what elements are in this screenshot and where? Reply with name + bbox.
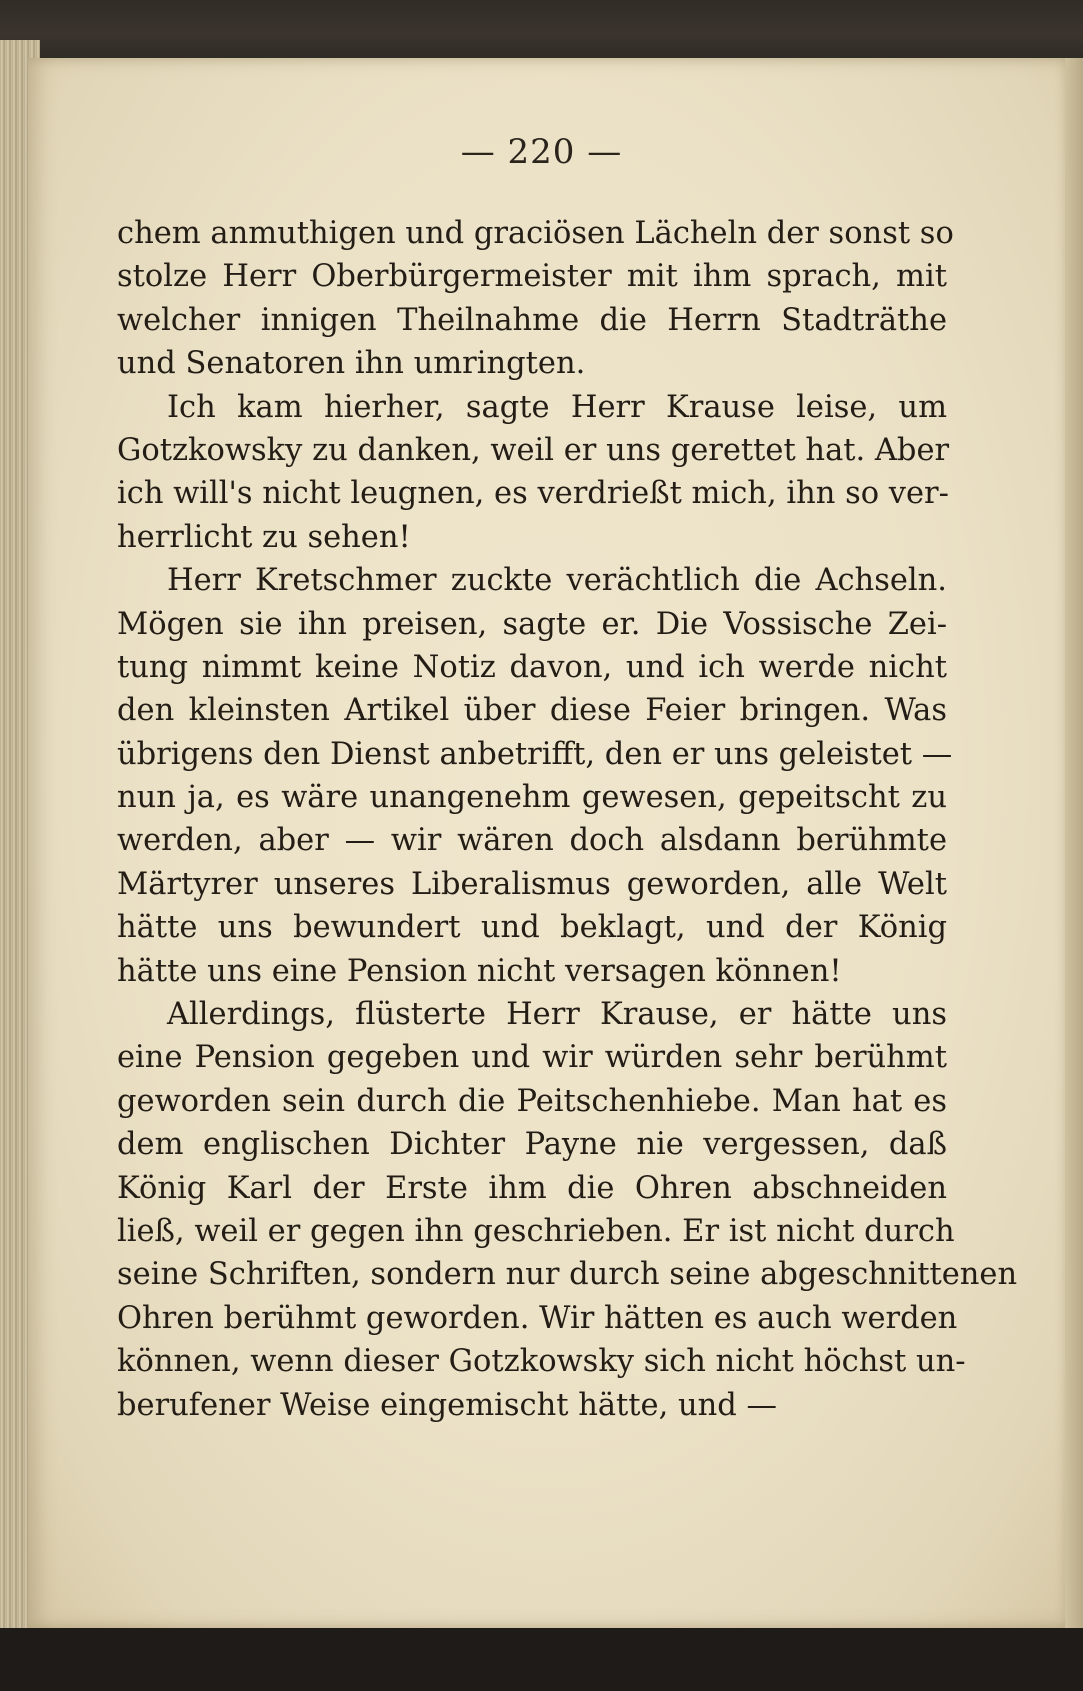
text-line: berufener Weise eingemischt hätte, und — [117,1387,777,1423]
text-line: seine Schriften, sondern nur durch seine abgeschnittenen [117,1257,1018,1293]
text-line: Mögen sie ihn preisen, sagte er. Die Vossische Zei- [117,606,947,642]
text-line: Ich kam hierher, sagte Herr Krause leise, um [167,389,947,425]
text-line: welcher innigen Theilnahme die Herrn Stadträthe [117,302,947,338]
text-line: tung nimmt keine Notiz davon, und ich werde nicht [117,649,947,685]
text-line: geworden sein durch die Peitschenhiebe. Man hat es [117,1083,947,1119]
text-line: stolze Herr Oberbürgermeister mit ihm sprach, mit [117,259,947,295]
text-line: Ohren berühmt geworden. Wir hätten es auch werden [117,1300,958,1336]
text-line: chem anmuthigen und graciösen Lächeln der sonst so [117,216,954,251]
text-line: ließ, weil er gegen ihn geschrieben. Er ist nicht durch [117,1213,955,1249]
text-line: Märtyrer unseres Liberalismus geworden, alle Welt [117,866,947,902]
text-line: ich will's nicht leugnen, es verdrießt mich, ihn so ver- [117,476,949,512]
page-right-edge [1065,58,1083,1628]
text-line: können, wenn dieser Gotzkowsky sich nicht höchst un- [117,1344,966,1380]
text-line: übrigens den Dienst anbetrifft, den er uns geleistet — [117,736,953,772]
text-line: Gotzkowsky zu danken, weil er uns gerettet hat. Aber [117,432,950,468]
scan-bottom-band [0,1628,1083,1691]
page-number: — 220 — [460,132,623,172]
text-line: und Senatoren ihn umringten. [117,346,586,382]
text-line: nun ja, es wäre unangenehm gewesen, gepeitscht zu [117,780,947,816]
text-line: werden, aber — wir wären doch alsdann berühmte [117,823,947,859]
text-line: dem englischen Dichter Payne nie vergessen, daß [117,1127,947,1163]
text-line: eine Pension gegeben und wir würden sehr berühmt [117,1040,947,1076]
body-text [117,212,1018,1427]
text-line: hätte uns bewundert und beklagt, und der König [117,910,947,946]
text-line: Allerdings, flüsterte Herr Krause, er hätte uns [167,997,947,1033]
text-line: Herr Kretschmer zuckte verächtlich die Achseln. [167,563,947,599]
text-line: hätte uns eine Pension nicht versagen können! [117,953,842,989]
text-line: den kleinsten Artikel über diese Feier bringen. Was [117,693,947,729]
text-line: herrlicht zu sehen! [117,519,411,555]
text-line: König Karl der Erste ihm die Ohren abschneiden [117,1170,947,1206]
